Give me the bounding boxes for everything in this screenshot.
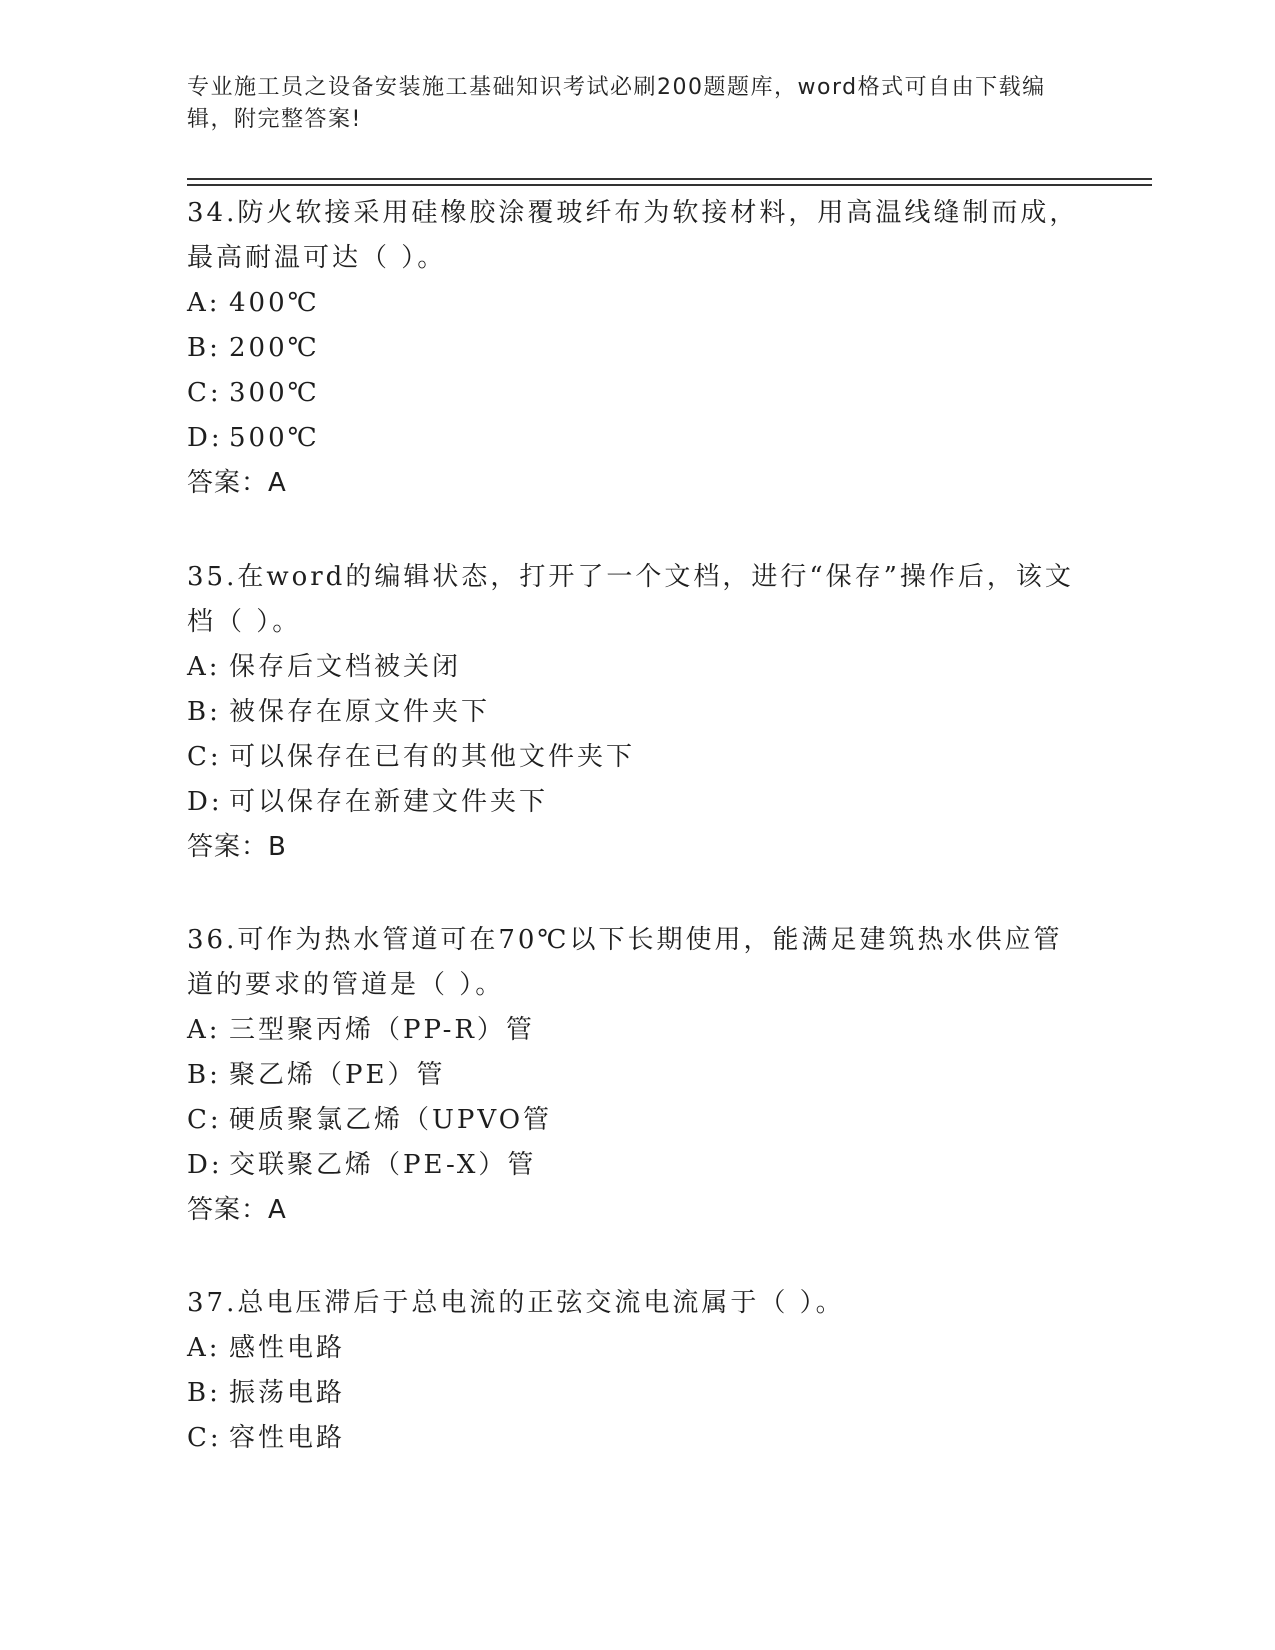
option-text: 500℃ — [229, 423, 320, 453]
option-key: C: — [187, 1105, 222, 1135]
document-header-title: 专业施工员之设备安装施工基础知识考试必刷200题题库，word格式可自由下载编辑，附完整答案! — [187, 75, 1046, 132]
option-text: 400℃ — [229, 288, 320, 318]
option-text: 被保存在原文件夹下 — [229, 697, 491, 727]
header-rule-bottom — [187, 184, 1152, 186]
option-b — [187, 1371, 1087, 1416]
option-b — [187, 1053, 1087, 1098]
option-d — [187, 1143, 1087, 1188]
option-key: B: — [187, 1378, 221, 1408]
option-a — [187, 281, 1087, 326]
question-text: 37.总电压滞后于总电流的正弦交流电流属于（ ）。 — [187, 1288, 845, 1318]
question-37 — [187, 1281, 1087, 1461]
option-key: C: — [187, 742, 222, 772]
option-text: 可以保存在新建文件夹下 — [229, 787, 549, 817]
option-c — [187, 735, 1087, 780]
option-key: B: — [187, 1060, 221, 1090]
option-text: 硬质聚氯乙烯（UPVO管 — [229, 1105, 553, 1135]
option-text: 容性电路 — [229, 1423, 346, 1453]
option-text: 振荡电路 — [229, 1378, 346, 1408]
answer-line: 答案：A — [187, 468, 287, 498]
option-d — [187, 416, 1087, 461]
option-b — [187, 326, 1087, 371]
question-text: 35.在word的编辑状态，打开了一个文档，进行“保存”操作后，该文档（ ）。 — [187, 562, 1074, 637]
question-35 — [187, 555, 1087, 870]
option-text: 交联聚乙烯（PE-X）管 — [229, 1150, 537, 1180]
option-a — [187, 1008, 1087, 1053]
option-a — [187, 645, 1087, 690]
option-c — [187, 1416, 1087, 1461]
option-a — [187, 1326, 1087, 1371]
option-key: C: — [187, 1423, 222, 1453]
option-key: A: — [187, 1015, 221, 1045]
option-text: 聚乙烯（PE）管 — [229, 1060, 446, 1090]
option-key: A: — [187, 652, 221, 682]
option-key: A: — [187, 288, 221, 318]
option-key: C: — [187, 378, 222, 408]
question-text: 36.可作为热水管道可在70℃以下长期使用，能满足建筑热水供应管道的要求的管道是（ ）。 — [187, 925, 1063, 1000]
option-text: 200℃ — [229, 333, 320, 363]
option-key: D: — [187, 1150, 223, 1180]
option-text: 300℃ — [229, 378, 320, 408]
option-b — [187, 690, 1087, 735]
option-key: A: — [187, 1333, 221, 1363]
answer-line: 答案：B — [187, 832, 287, 862]
option-text: 保存后文档被关闭 — [229, 652, 462, 682]
header-rule-top — [187, 178, 1152, 180]
question-text: 34.防火软接采用硅橡胶涂覆玻纤布为软接材料，用高温线缝制而成，最高耐温可达（ ）。 — [187, 198, 1079, 273]
option-c — [187, 371, 1087, 416]
answer-line: 答案：A — [187, 1195, 287, 1225]
option-key: B: — [187, 697, 221, 727]
option-c — [187, 1098, 1087, 1143]
option-text: 三型聚丙烯（PP-R）管 — [229, 1015, 535, 1045]
option-d — [187, 780, 1087, 825]
question-34 — [187, 191, 1087, 506]
option-text: 可以保存在已有的其他文件夹下 — [229, 742, 636, 772]
option-key: D: — [187, 423, 223, 453]
question-36 — [187, 918, 1087, 1233]
option-key: B: — [187, 333, 221, 363]
option-text: 感性电路 — [229, 1333, 346, 1363]
option-key: D: — [187, 787, 223, 817]
